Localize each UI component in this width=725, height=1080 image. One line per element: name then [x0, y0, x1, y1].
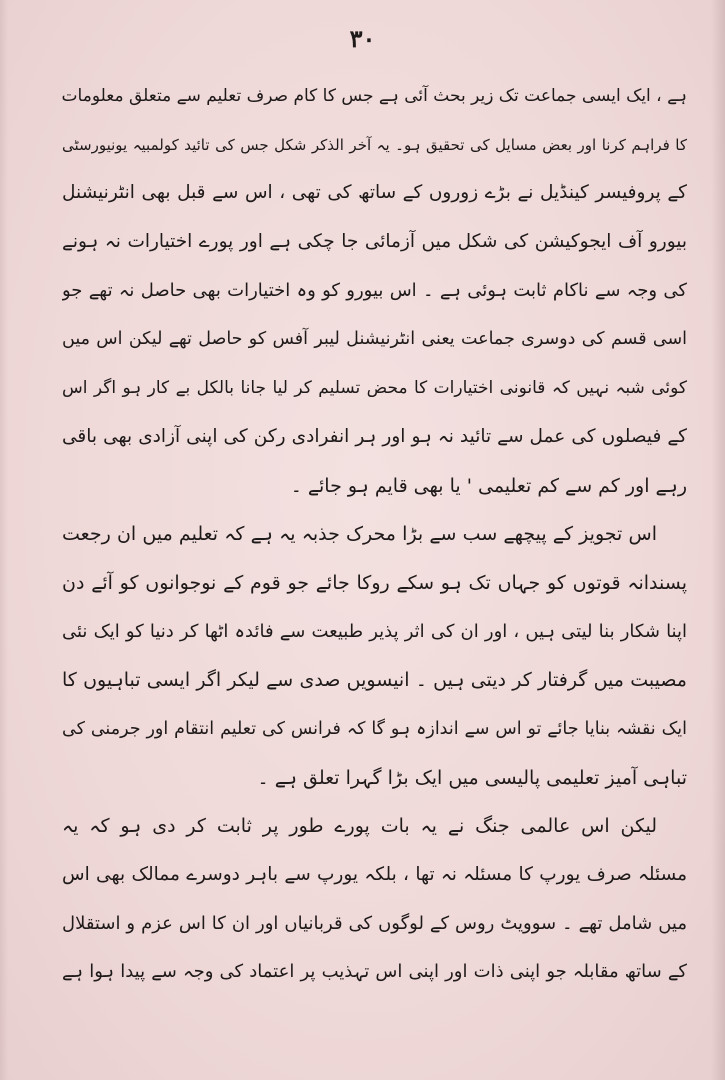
text-line: اسی قسم کی دوسری جماعت یعنی انٹرنیشنل لیبر آفس کو حاصل تھے لیکن اس میں: [62, 329, 687, 350]
paragraph-last-line: تباہی آمیز تعلیمی پالیسی میں ایک بڑا گہرا تعلق ہے ۔: [257, 766, 687, 789]
text-line: مصیبت میں گرفتار کر دیتی ہیں ۔ انیسویں صدی سے لیکر اگر ایسی تباہیوں کا: [62, 669, 687, 692]
text-line: اپنا شکار بنا لیتی ہیں ، اور ان کی اثر پذیر طبیعت سے فائدہ اٹھا کر دنیا کو ایک نئی: [62, 620, 687, 642]
text-line: کے فیصلوں کی عمل سے تائید نہ ہو اور ہر انفرادی رکن کی اپنی آزادی بھی باقی: [62, 425, 687, 447]
paragraph-first-line: لیکن اس عالمی جنگ نے یہ بات پورے طور پر ثابت کر دی ہو کہ یہ: [62, 815, 657, 838]
text-line: مسئلہ صرف یورپ کا مسئلہ نہ تھا ، بلکہ یورپ سے باہر دوسرے ممالک بھی اس: [62, 864, 687, 885]
paragraph-first-line: اس تجویز کے پیچھے سب سے بڑا محرک جذبہ یہ ہے کہ تعلیم میں ان رجعت: [62, 523, 657, 546]
text-line: کی وجہ سے ناکام ثابت ہوئی ہے ۔ اس بیورو کو وہ اختیارات بھی حاصل نہ تھے جو: [62, 279, 687, 301]
page-number: ۳۰: [349, 24, 376, 53]
page-edge-shadow-right: [711, 0, 725, 1080]
text-line: کے ساتھ مقابلہ جو اپنی ذات اور اپنی اس تہذیب پر اعتماد کی وجہ سے پیدا ہوا ہے: [62, 961, 687, 983]
text-line: کے پروفیسر کینڈیل نے بڑے زوروں کے ساتھ کی تھی ، اس سے قبل بھی انٹرنیشنل: [62, 182, 687, 204]
text-line: کا فراہم کرنا اور بعض مسایل کی تحقیق ہو۔ یہ آخر الذکر شکل جس کی تائید کولمبیہ یونیورسٹی: [62, 135, 687, 154]
text-line: ہے ، ایک ایسی جماعت تک زیر بحث آئی ہے جس کا کام صرف تعلیم سے متعلق معلومات: [62, 86, 687, 106]
text-line: کوئی شبہ نہیں کہ قانونی اختیارات کا محض تسلیم کر لیا جانا بالکل بے کار ہو اگر اس: [62, 378, 687, 399]
body-text: [62, 72, 687, 997]
page-edge-shadow-left: [0, 0, 8, 1080]
text-line: بیورو آف ایجوکیشن کی شکل میں آزمائی جا چکی ہے اور پورے اختیارات نہ ہونے: [62, 231, 687, 253]
paragraph-last-line: رہے اور کم سے کم تعلیمی ' یا بھی قایم ہو جائے ۔: [290, 474, 687, 497]
text-line: پسندانہ قوتوں کو جہاں تک ہو سکے روکا جائے جو قوم کے نوجوانوں کو آئے دن: [62, 571, 687, 594]
text-line: ایک نقشہ بنایا جائے تو اس سے اندازہ ہو گا کہ فرانس کی تعلیم انتقام اور جرمنی کی: [62, 718, 687, 739]
text-line: میں شامل تھے ۔ سوویٹ روس کے لوگوں کی قربانیاں اور ان کا اس عزم و استقلال: [62, 912, 687, 934]
